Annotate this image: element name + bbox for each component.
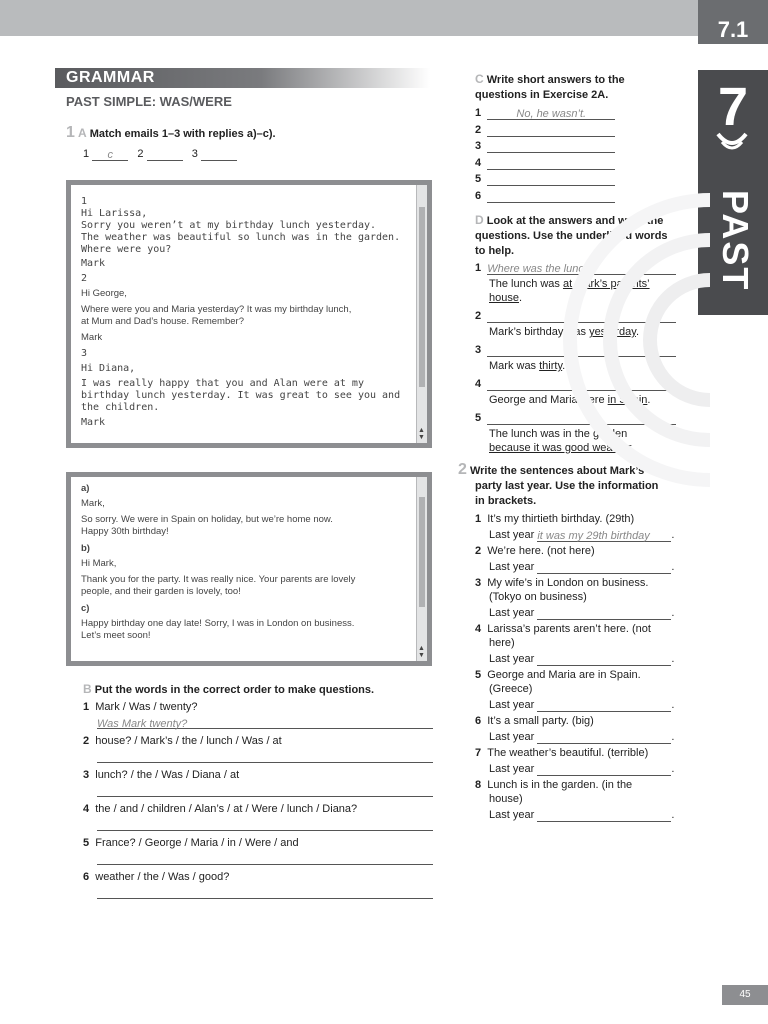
list-item: 1 No, he wasn’t. bbox=[475, 106, 615, 123]
bracket-info: house) bbox=[489, 793, 523, 805]
list-item: 1 Where was the lunch? bbox=[475, 261, 680, 275]
list-item: 6 It’s a small party. (big) bbox=[475, 715, 594, 727]
exercise-1b-heading: B Put the words in the correct order to make questions. bbox=[83, 682, 375, 696]
exercise-1a-answers: 1 c 2 3 bbox=[83, 147, 237, 161]
given-answer: The lunch was in the garden bbox=[489, 428, 628, 440]
list-item: 3 lunch? / the / Was / Diana / at bbox=[83, 769, 240, 781]
answer-blank[interactable]: c bbox=[92, 148, 128, 161]
list-item: 8 Lunch is in the garden. (in the bbox=[475, 779, 633, 791]
given-answer-cont: house. bbox=[489, 292, 523, 304]
sound-waves-icon bbox=[712, 130, 752, 160]
given-answer: Mark was thirty. bbox=[489, 360, 566, 372]
list-item: 3 My wife’s in London on business. bbox=[475, 577, 649, 589]
answer-blank[interactable] bbox=[537, 561, 671, 574]
subheading: PAST SIMPLE: WAS/WERE bbox=[66, 94, 232, 109]
replies-panel bbox=[66, 472, 432, 666]
list-item: 5 George and Maria are in Spain. bbox=[475, 669, 641, 681]
top-band bbox=[0, 0, 768, 36]
section-title: GRAMMAR bbox=[66, 69, 155, 86]
answer-blank[interactable] bbox=[487, 124, 615, 137]
list-item: 1 It’s my thirtieth birthday. (29th) bbox=[475, 513, 635, 525]
replies-scrollbar[interactable] bbox=[416, 477, 427, 661]
last-year-line: Last year . bbox=[489, 561, 675, 573]
exercise-1b-list bbox=[83, 700, 435, 899]
answer-line[interactable] bbox=[97, 748, 433, 763]
bracket-info: (Tokyo on business) bbox=[489, 591, 587, 603]
given-answer-cont: because it was good weather. bbox=[489, 442, 634, 454]
answer-blank[interactable] bbox=[201, 148, 237, 161]
answer-line[interactable] bbox=[97, 850, 433, 865]
answer-blank[interactable] bbox=[537, 699, 671, 712]
scroll-arrows-icon[interactable]: ▲ ▼ bbox=[418, 427, 425, 441]
decorative-waves bbox=[560, 140, 710, 560]
answer-blank[interactable]: it was my 29th birthday bbox=[537, 529, 671, 542]
answer-line[interactable]: Was Mark twenty? bbox=[97, 714, 433, 729]
list-item: 1 Mark / Was / twenty? bbox=[83, 701, 198, 713]
last-year-line: Last year . bbox=[489, 763, 675, 775]
last-year-line: Last year it was my 29th birthday . bbox=[489, 529, 675, 542]
bracket-info: (Greece) bbox=[489, 683, 533, 695]
scrollbar-thumb[interactable] bbox=[419, 207, 425, 387]
page-number: 45 bbox=[722, 985, 768, 1005]
emails-panel bbox=[66, 180, 432, 448]
exercise-1a-heading: 1 A Match emails 1–3 with replies a)–c). bbox=[66, 124, 276, 141]
emails-content: 1 Hi Larissa, Sorry you weren’t at my birthday lunch yesterday. The weather was beautiful so lunch was in the garden. Where were you? Mark 2 Hi George, Where were you and Maria yesterday? It was my birthday lunch, at Mum and Dad’s house. Remember? Mark 3 Hi Diana, I was really happy that you and Alan were at my birthday lunch yesterday. It was great to see you and the children. Mark bbox=[81, 196, 401, 428]
scrollbar-thumb[interactable] bbox=[419, 497, 425, 607]
list-item: 5 bbox=[475, 411, 680, 425]
list-item: 2 We’re here. (not here) bbox=[475, 545, 595, 557]
answer-blank[interactable]: No, he wasn’t. bbox=[487, 107, 615, 120]
exercise-1c-heading: C Write short answers to the questions in Exercise 2A. bbox=[475, 72, 625, 101]
list-item: 4 Larissa’s parents aren’t here. (not bbox=[475, 623, 651, 635]
last-year-line: Last year . bbox=[489, 731, 675, 743]
list-item: 7 The weather’s beautiful. (terrible) bbox=[475, 747, 649, 759]
exercise-1d-heading: D Look at the answers and write the questions. Use the underlined words to help. bbox=[475, 213, 668, 257]
unit-number: 7 bbox=[717, 77, 749, 137]
section-header bbox=[55, 68, 430, 88]
answer-blank[interactable] bbox=[537, 763, 671, 776]
given-answer: Mark’s birthday was yesterday. bbox=[489, 326, 639, 338]
last-year-line: Last year . bbox=[489, 653, 675, 665]
replies-content: a) Mark, So sorry. We were in Spain on holiday, but we’re home now. Happy 30th birthday! b) Hi Mark, Thank you for the party. It was really nice. Your parents are lovely people, and their garden is lovely, too! c) Happy birthday one day late! Sorry, I was in London on business. Let’s meet soon! bbox=[81, 483, 356, 641]
list-item: 5 France? / George / Maria / in / Were / and bbox=[83, 837, 299, 849]
list-item: 5 bbox=[475, 172, 615, 189]
last-year-line: Last year . bbox=[489, 607, 675, 619]
answer-blank[interactable] bbox=[537, 607, 671, 620]
answer-blank[interactable]: Where was the lunch? bbox=[487, 262, 676, 275]
list-item: 4 bbox=[475, 156, 615, 173]
answer-line[interactable] bbox=[97, 782, 433, 797]
list-item: 2 bbox=[475, 309, 680, 323]
bracket-info: here) bbox=[489, 637, 515, 649]
answer-line[interactable] bbox=[97, 816, 433, 831]
list-item: 4 the / and / children / Alan’s / at / Were / lunch / Diana? bbox=[83, 803, 358, 815]
unit-title: PAST bbox=[715, 190, 756, 292]
unit-tab: 7.1 bbox=[698, 0, 768, 44]
exercise-2-heading: 2 Write the sentences about Mark’s party last year. Use the information in brackets. bbox=[458, 461, 659, 507]
answer-blank[interactable] bbox=[147, 148, 183, 161]
list-item: 6 bbox=[475, 189, 615, 206]
last-year-line: Last year . bbox=[489, 699, 675, 711]
list-item: 6 weather / the / Was / good? bbox=[83, 871, 230, 883]
scroll-arrows-icon[interactable]: ▲ ▼ bbox=[418, 645, 425, 659]
answer-blank[interactable] bbox=[537, 731, 671, 744]
emails-scrollbar[interactable] bbox=[416, 185, 427, 443]
list-item: 3 bbox=[475, 139, 615, 156]
list-item: 2 bbox=[475, 123, 615, 140]
answer-line[interactable] bbox=[97, 884, 433, 899]
answer-blank[interactable] bbox=[537, 809, 671, 822]
given-answer: George and Maria were in Spain. bbox=[489, 394, 651, 406]
last-year-line: Last year . bbox=[489, 809, 675, 821]
list-item: 2 house? / Mark’s / the / lunch / Was / at bbox=[83, 735, 282, 747]
given-answer: The lunch was at Mark’s parents’ bbox=[489, 278, 650, 290]
list-item: 3 bbox=[475, 343, 680, 357]
answer-blank[interactable] bbox=[537, 653, 671, 666]
list-item: 4 bbox=[475, 377, 680, 391]
